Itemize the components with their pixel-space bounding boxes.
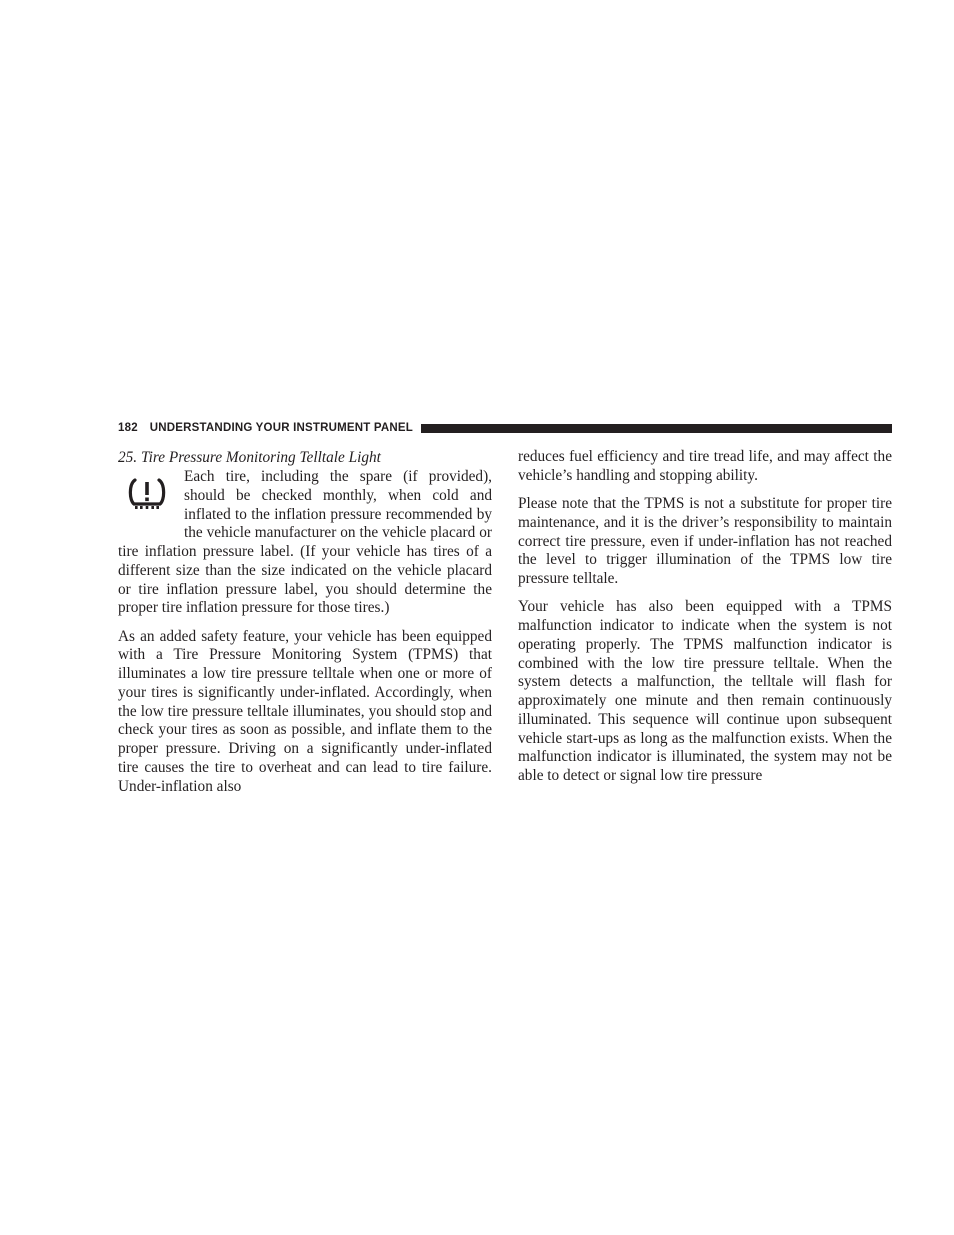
paragraph-tpms-not-substitute: Please note that the TPMS is not a substitute for proper tire maintenance, and it is the driver’s responsibility to maintain correct tire pressure, even if under-inflation has not reached the level to trigger illumination of the TPMS low tire pressure telltale. (518, 495, 892, 587)
page-header (118, 420, 892, 436)
item-heading: 25. Tire Pressure Monitoring Telltale Light (118, 449, 381, 466)
right-column (518, 448, 892, 795)
paragraph-tpms-intro: As an added safety feature, your vehicle has been equipped with a Tire Pressure Monitoring System (TPMS) that illuminates a low tire pressure telltale when one or more of your tires is significantly under-inflated. Accordingly, when the low tire pressure telltale illuminates, you should stop and check your tires as soon as possible, and inflate them to the proper pressure. Driving on a significantly under-inflated tire causes the tire to overheat and can lead to tire failure. Under-inflation also (118, 627, 492, 795)
icon-container (118, 468, 184, 543)
left-column (118, 448, 492, 806)
tire-pressure-warning-icon (126, 478, 168, 510)
paragraph-underinflation-effects: reduces fuel efficiency and tire tread life, and may affect the vehicle’s handling and stopping ability. (518, 448, 892, 484)
page-number: 182 (118, 422, 138, 434)
section-title: UNDERSTANDING YOUR INSTRUMENT PANEL (149, 422, 413, 434)
paragraph-malfunction-indicator: Your vehicle has also been equipped with a TPMS malfunction indicator to indicate when the system is not operating properly. The TPMS malfunction indicator is combined with the low tire pressure telltale. When the system detects a malfunction, the telltale will flash for approximately one minute and then remain continuously illuminated. This sequence will continue upon subsequent vehicle start-ups as long as the malfunction exists. When the malfunction indicator is illuminated, the system may not be able to detect or signal low tire pressure (518, 598, 892, 784)
header-rule (421, 424, 892, 433)
paragraph-tire-check: Each tire, including the spare (if provided), should be checked monthly, when cold and inflated to the inflation pressure recommended by the vehicle manufacturer on the vehicle placard or tire inflation pressure label. (If your vehicle has tires of a different size than the size indicated on the vehicle placard or tire inflation pressure label, you should determine the proper tire inflation pressure for those tires.) (118, 468, 492, 617)
